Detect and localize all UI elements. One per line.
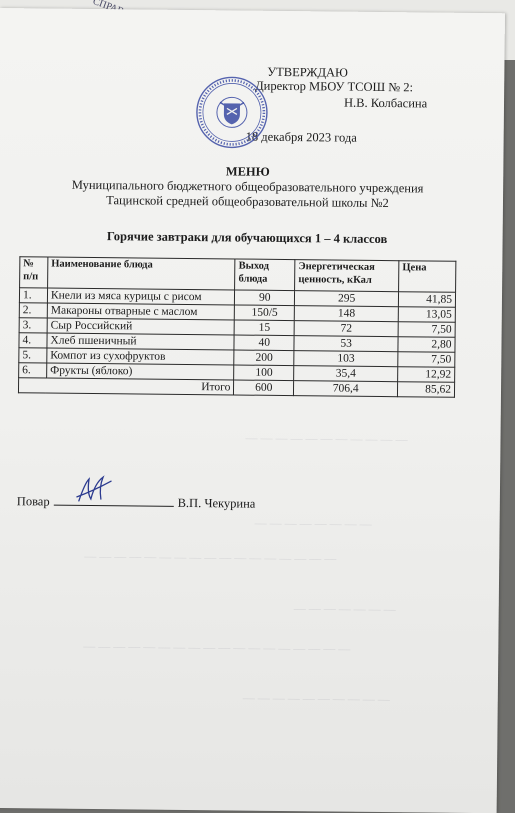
row-number: 6. — [19, 363, 47, 378]
dish-price: 12,92 — [398, 367, 455, 383]
bleed-through-text: — — — — — — — — — [255, 516, 372, 532]
approval-date: 18 декабря 2023 года — [246, 130, 357, 146]
dish-price: 7,50 — [398, 322, 455, 338]
column-header-yield: Выход блюда — [235, 259, 295, 291]
row-number: 3. — [19, 318, 47, 333]
dish-name: Сыр Российский — [47, 318, 235, 335]
document-title: МЕНЮ — [0, 162, 505, 182]
dish-price: 13,05 — [398, 307, 455, 323]
row-number: 5. — [19, 348, 47, 363]
approval-position: Директор МБОУ ТСОШ № 2: — [255, 79, 413, 96]
row-number: 1. — [19, 288, 47, 303]
menu-table — [18, 256, 456, 398]
bleed-through-text: — — — — — — — — — — — — — — — — — — — [83, 639, 350, 657]
total-label: Итого — [18, 378, 233, 395]
official-stamp-icon — [195, 75, 270, 150]
signature-line — [54, 493, 174, 507]
dish-name: Кнели из мяса курицы с рисом — [47, 288, 235, 305]
approval-name: Н.В. Колбасина — [344, 96, 427, 112]
dish-yield: 100 — [234, 365, 294, 381]
dish-name: Компот из сухофруктов — [47, 348, 235, 365]
dish-yield: 15 — [234, 320, 294, 336]
column-header-energy: Энергетическая ценность, кКал — [295, 260, 399, 292]
total-price: 85,62 — [398, 382, 455, 398]
column-header-price: Цена — [399, 261, 456, 293]
table-total-row — [18, 378, 454, 398]
bleed-through-text: — — — — — — — — — — — [243, 691, 390, 708]
dish-energy: 295 — [295, 291, 399, 307]
approval-title: УТВЕРЖДАЮ — [267, 65, 348, 81]
column-header-dish: Наименование блюда — [48, 257, 236, 290]
document-subtitle: Горячие завтраки для обучающихся 1 – 4 классов — [0, 228, 505, 248]
cook-signature-block — [17, 492, 256, 511]
dish-energy: 35,4 — [294, 366, 398, 382]
row-number: 2. — [19, 303, 47, 318]
bleed-through-text: — — — — — — — — — — — — — — — — — — [84, 549, 336, 567]
bleed-through-text: — — — — — — — — [294, 601, 396, 617]
dish-yield: 90 — [235, 290, 295, 306]
total-energy: 706,4 — [294, 381, 398, 397]
dish-price: 41,85 — [399, 292, 456, 308]
dish-price: 7,50 — [398, 352, 455, 368]
dish-energy: 148 — [294, 306, 398, 322]
dish-energy: 103 — [294, 351, 398, 367]
document-page — [0, 8, 505, 813]
cook-label: Повар — [17, 494, 50, 508]
table-header-row — [20, 257, 456, 293]
dish-yield: 150/5 — [235, 305, 295, 321]
dish-name: Хлеб пшеничный — [47, 333, 235, 350]
organization-line-2: Тацинской средней общеобразовательной школы №2 — [0, 192, 505, 212]
column-header-number: № п/п — [20, 257, 48, 288]
dish-price: 2,80 — [398, 337, 455, 353]
dish-energy: 72 — [294, 321, 398, 337]
organization-line-1: Муниципального бюджетного общеобразовательного учреждения — [0, 177, 505, 197]
cook-name: В.П. Чекурина — [178, 496, 256, 511]
dish-energy: 53 — [294, 336, 398, 352]
dish-yield: 40 — [234, 335, 294, 351]
bleed-through-text: — — — — — — — — — — — — [245, 431, 407, 448]
dish-name: Фрукты (яблоко) — [47, 363, 235, 380]
dish-name: Макароны отварные с маслом — [47, 303, 235, 320]
row-number: 4. — [19, 333, 47, 348]
dish-yield: 200 — [234, 350, 294, 366]
total-yield: 600 — [234, 380, 294, 396]
